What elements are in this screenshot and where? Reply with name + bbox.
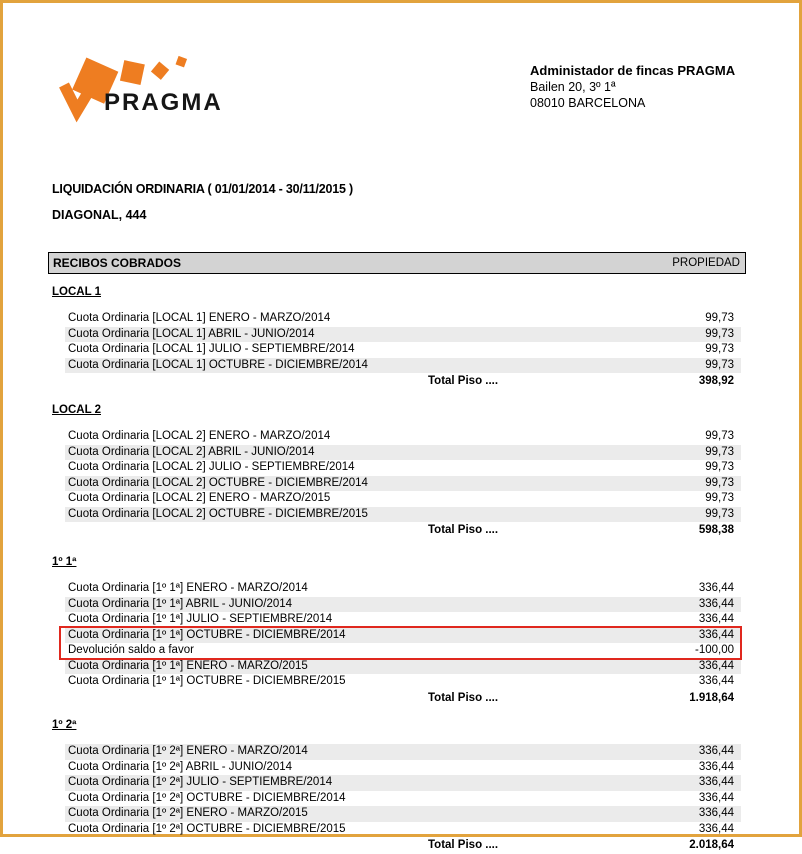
row-concept: Cuota Ordinaria [1º 2ª] JULIO - SEPTIEMBRE/2014	[68, 776, 333, 788]
section-rows	[65, 744, 741, 854]
row-amount: 99,73	[705, 312, 734, 324]
row-concept: Cuota Ordinaria [1º 2ª] ENERO - MARZO/2014	[68, 745, 308, 757]
table-row	[65, 429, 741, 445]
total-amount: 2.018,64	[689, 839, 734, 851]
table-row	[65, 659, 741, 675]
row-amount: 336,44	[698, 613, 734, 625]
row-amount: 336,44	[698, 760, 734, 773]
row-concept: Cuota Ordinaria [1º 1ª] ENERO - MARZO/2014	[68, 582, 308, 594]
row-amount: 336,44	[698, 791, 734, 804]
row-concept: Devolución saldo a favor	[68, 644, 194, 656]
table-row	[65, 491, 741, 507]
brand-name: PRAGMA	[104, 89, 223, 116]
total-amount: 1.918,64	[689, 691, 734, 704]
row-concept: Cuota Ordinaria [LOCAL 2] OCTUBRE - DICIEMBRE/2015	[68, 507, 368, 520]
section-heading: LOCAL 2	[52, 404, 101, 416]
row-amount: 99,73	[705, 476, 734, 489]
row-concept: Cuota Ordinaria [LOCAL 2] ABRIL - JUNIO/2014	[68, 445, 315, 458]
total-label: Total Piso ....	[428, 524, 499, 536]
row-concept: Cuota Ordinaria [1º 1ª] OCTUBRE - DICIEMBRE/2014	[68, 628, 346, 641]
row-concept: Cuota Ordinaria [1º 2ª] OCTUBRE - DICIEMBRE/2015	[68, 822, 346, 835]
table-row	[65, 460, 741, 476]
section-total-row	[65, 522, 741, 539]
table-row	[65, 775, 741, 791]
row-amount: 336,44	[698, 628, 734, 641]
letterhead-address	[530, 63, 735, 111]
row-concept: Cuota Ordinaria [1º 1ª] ABRIL - JUNIO/2014	[68, 597, 293, 610]
row-concept: Cuota Ordinaria [1º 1ª] ENERO - MARZO/2015	[68, 659, 308, 672]
property-section	[52, 556, 744, 707]
row-concept: Cuota Ordinaria [1º 2ª] ABRIL - JUNIO/2014	[68, 760, 293, 773]
table-row	[65, 327, 741, 343]
section-total-row	[65, 373, 741, 390]
pragma-logo	[58, 55, 273, 125]
row-amount: 336,44	[698, 822, 734, 835]
company-name: Administador de fincas PRAGMA	[530, 63, 736, 78]
table-row	[65, 581, 741, 597]
total-label: Total Piso ....	[428, 375, 499, 387]
section-heading: 1º 2ª	[52, 719, 77, 731]
address-line: Bailen 20, 3º 1ª	[530, 80, 616, 94]
row-amount: 336,44	[698, 776, 734, 788]
table-row	[65, 597, 741, 613]
row-amount: 99,73	[705, 343, 734, 355]
section-total-row	[65, 837, 741, 854]
total-amount: 398,92	[698, 375, 734, 387]
row-amount: 99,73	[705, 492, 734, 504]
row-concept: Cuota Ordinaria [LOCAL 1] OCTUBRE - DICIEMBRE/2014	[68, 358, 368, 371]
row-amount: 336,44	[698, 597, 734, 610]
table-row	[65, 674, 741, 690]
row-amount: 99,73	[705, 507, 734, 520]
total-label: Total Piso ....	[428, 691, 499, 704]
section-heading: LOCAL 1	[52, 286, 101, 298]
table-row	[65, 628, 741, 644]
section-total-row	[65, 690, 741, 707]
document-subtitle: DIAGONAL, 444	[52, 208, 147, 222]
table-header-right: PROPIEDAD	[672, 257, 740, 269]
table-row	[65, 760, 741, 776]
section-rows	[65, 429, 741, 539]
row-concept: Cuota Ordinaria [LOCAL 1] JULIO - SEPTIEMBRE/2014	[68, 343, 355, 355]
table-row	[65, 744, 741, 760]
row-amount: 336,44	[698, 659, 734, 672]
city-line: 08010 BARCELONA	[530, 96, 646, 110]
row-amount: -100,00	[694, 644, 734, 656]
row-concept: Cuota Ordinaria [LOCAL 2] JULIO - SEPTIEMBRE/2014	[68, 461, 355, 473]
row-concept: Cuota Ordinaria [LOCAL 2] ENERO - MARZO/2014	[68, 430, 331, 442]
row-amount: 336,44	[698, 582, 734, 594]
row-concept: Cuota Ordinaria [LOCAL 2] OCTUBRE - DICIEMBRE/2014	[68, 476, 368, 489]
row-amount: 99,73	[705, 445, 734, 458]
row-concept: Cuota Ordinaria [LOCAL 2] ENERO - MARZO/2015	[68, 492, 331, 504]
table-row	[65, 476, 741, 492]
section-rows	[65, 311, 741, 390]
row-amount: 336,44	[698, 807, 734, 819]
property-section	[52, 719, 744, 854]
row-amount: 99,73	[705, 358, 734, 371]
table-row	[65, 311, 741, 327]
row-amount: 336,44	[698, 745, 734, 757]
document-title: LIQUIDACIÓN ORDINARIA ( 01/01/2014 - 30/11/2015 )	[52, 182, 353, 196]
row-concept: Cuota Ordinaria [LOCAL 1] ABRIL - JUNIO/2014	[68, 327, 315, 340]
row-amount: 99,73	[705, 327, 734, 340]
row-concept: Cuota Ordinaria [1º 1ª] JULIO - SEPTIEMBRE/2014	[68, 613, 333, 625]
table-row	[65, 445, 741, 461]
table-row	[65, 342, 741, 358]
section-rows	[65, 581, 741, 707]
property-section	[52, 404, 744, 539]
table-row	[65, 358, 741, 374]
table-header-left: RECIBOS COBRADOS	[53, 256, 182, 270]
table-row	[65, 791, 741, 807]
row-amount: 99,73	[705, 430, 734, 442]
row-concept: Cuota Ordinaria [1º 2ª] ENERO - MARZO/2015	[68, 807, 308, 819]
property-section	[52, 286, 744, 390]
row-concept: Cuota Ordinaria [1º 1ª] OCTUBRE - DICIEMBRE/2015	[68, 675, 346, 687]
table-row	[65, 507, 741, 523]
table-row	[65, 806, 741, 822]
row-amount: 99,73	[705, 461, 734, 473]
table-row	[65, 822, 741, 838]
total-label: Total Piso ....	[428, 839, 499, 851]
total-amount: 598,38	[698, 524, 734, 536]
table-row	[65, 643, 741, 659]
highlighted-row-group	[65, 628, 741, 659]
row-concept: Cuota Ordinaria [1º 2ª] OCTUBRE - DICIEMBRE/2014	[68, 791, 346, 804]
table-row	[65, 612, 741, 628]
row-amount: 336,44	[698, 675, 734, 687]
row-concept: Cuota Ordinaria [LOCAL 1] ENERO - MARZO/2014	[68, 312, 331, 324]
table-header-bar	[48, 252, 746, 274]
section-heading: 1º 1ª	[52, 556, 77, 568]
